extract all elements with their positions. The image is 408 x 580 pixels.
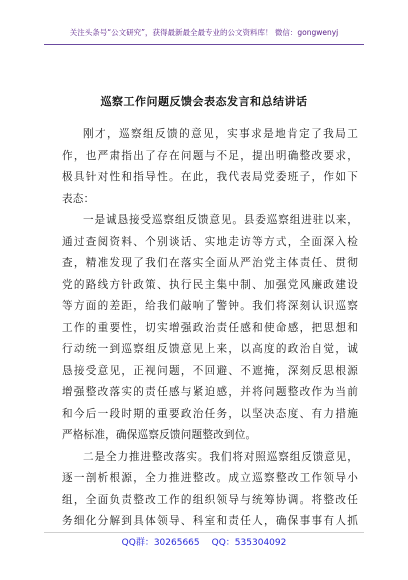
document-body — [62, 124, 358, 533]
text-line: 恳接受意见，正视问题，不回避、不遮掩，深刻反思根源 — [62, 364, 358, 377]
footer-divider — [44, 532, 364, 533]
text-line: 和今后一段时期的重要政治任务，以坚决态度、有力措施 — [62, 407, 358, 420]
text-line: 二是全力推进整改落实。我们将对照巡察组反馈意见， — [83, 450, 358, 463]
text-line: 增强整改落实的责任感与紧迫感，并将问题整改作为当前 — [62, 386, 358, 398]
footer-qq-group: QQ群：30265665 — [121, 538, 200, 548]
header-banner: 关注头条号“公文研究”，获得最新最全最专业的公文资料库！ 微信：gongwenyj — [69, 28, 339, 37]
text-line: 通过查阅资料、个别谈话、实地走访等方式，全面深入检 — [62, 235, 358, 248]
text-line: 等方面的差距，给我们敲响了警钟。我们将深刻认识巡察 — [62, 300, 358, 312]
text-line: 严格标准，确保巡察反馈问题整改到位。 — [62, 429, 257, 441]
text-line: 逐一剖析根源，全力推进整改。成立巡察整改工作领导小 — [62, 472, 358, 484]
text-line: 党的路线方针政策、执行民主集中制、加强党风廉政建设 — [62, 278, 358, 291]
text-line: 一是诚恳接受巡察组反馈意见。县委巡察组进驻以来， — [83, 214, 358, 226]
text-line: 表态： — [62, 192, 95, 205]
text-line: 刚才，巡察组反馈的意见，实事求是地肯定了我局工 — [83, 128, 358, 140]
text-line: 查，精准发现了我们在落实全面从严治党主体责任、贯彻 — [62, 257, 358, 269]
text-line: 组，全面负责整改工作的组织领导与统筹协调。将整改任 — [62, 493, 358, 506]
footer-contacts — [0, 535, 408, 548]
text-line: 极具针对性和指导性。在此，我代表局党委班子，作如下 — [62, 171, 358, 183]
text-line: 作，也严肃指出了存在问题与不足，提出明确整改要求， — [62, 149, 358, 162]
text-line: 务细化分解到具体领导、科室和责任人，确保事事有人抓 — [62, 515, 358, 527]
header-divider — [44, 44, 364, 45]
footer-qq: QQ：535304092 — [211, 538, 287, 548]
text-line: 行动统一到巡察组反馈意见上来，以高度的政治自觉，诚 — [62, 343, 358, 355]
document-title: 巡察工作问题反馈会表态发言和总结讲话 — [100, 95, 308, 108]
text-line: 工作的重要性，切实增强政治责任感和使命感，把思想和 — [62, 321, 358, 334]
